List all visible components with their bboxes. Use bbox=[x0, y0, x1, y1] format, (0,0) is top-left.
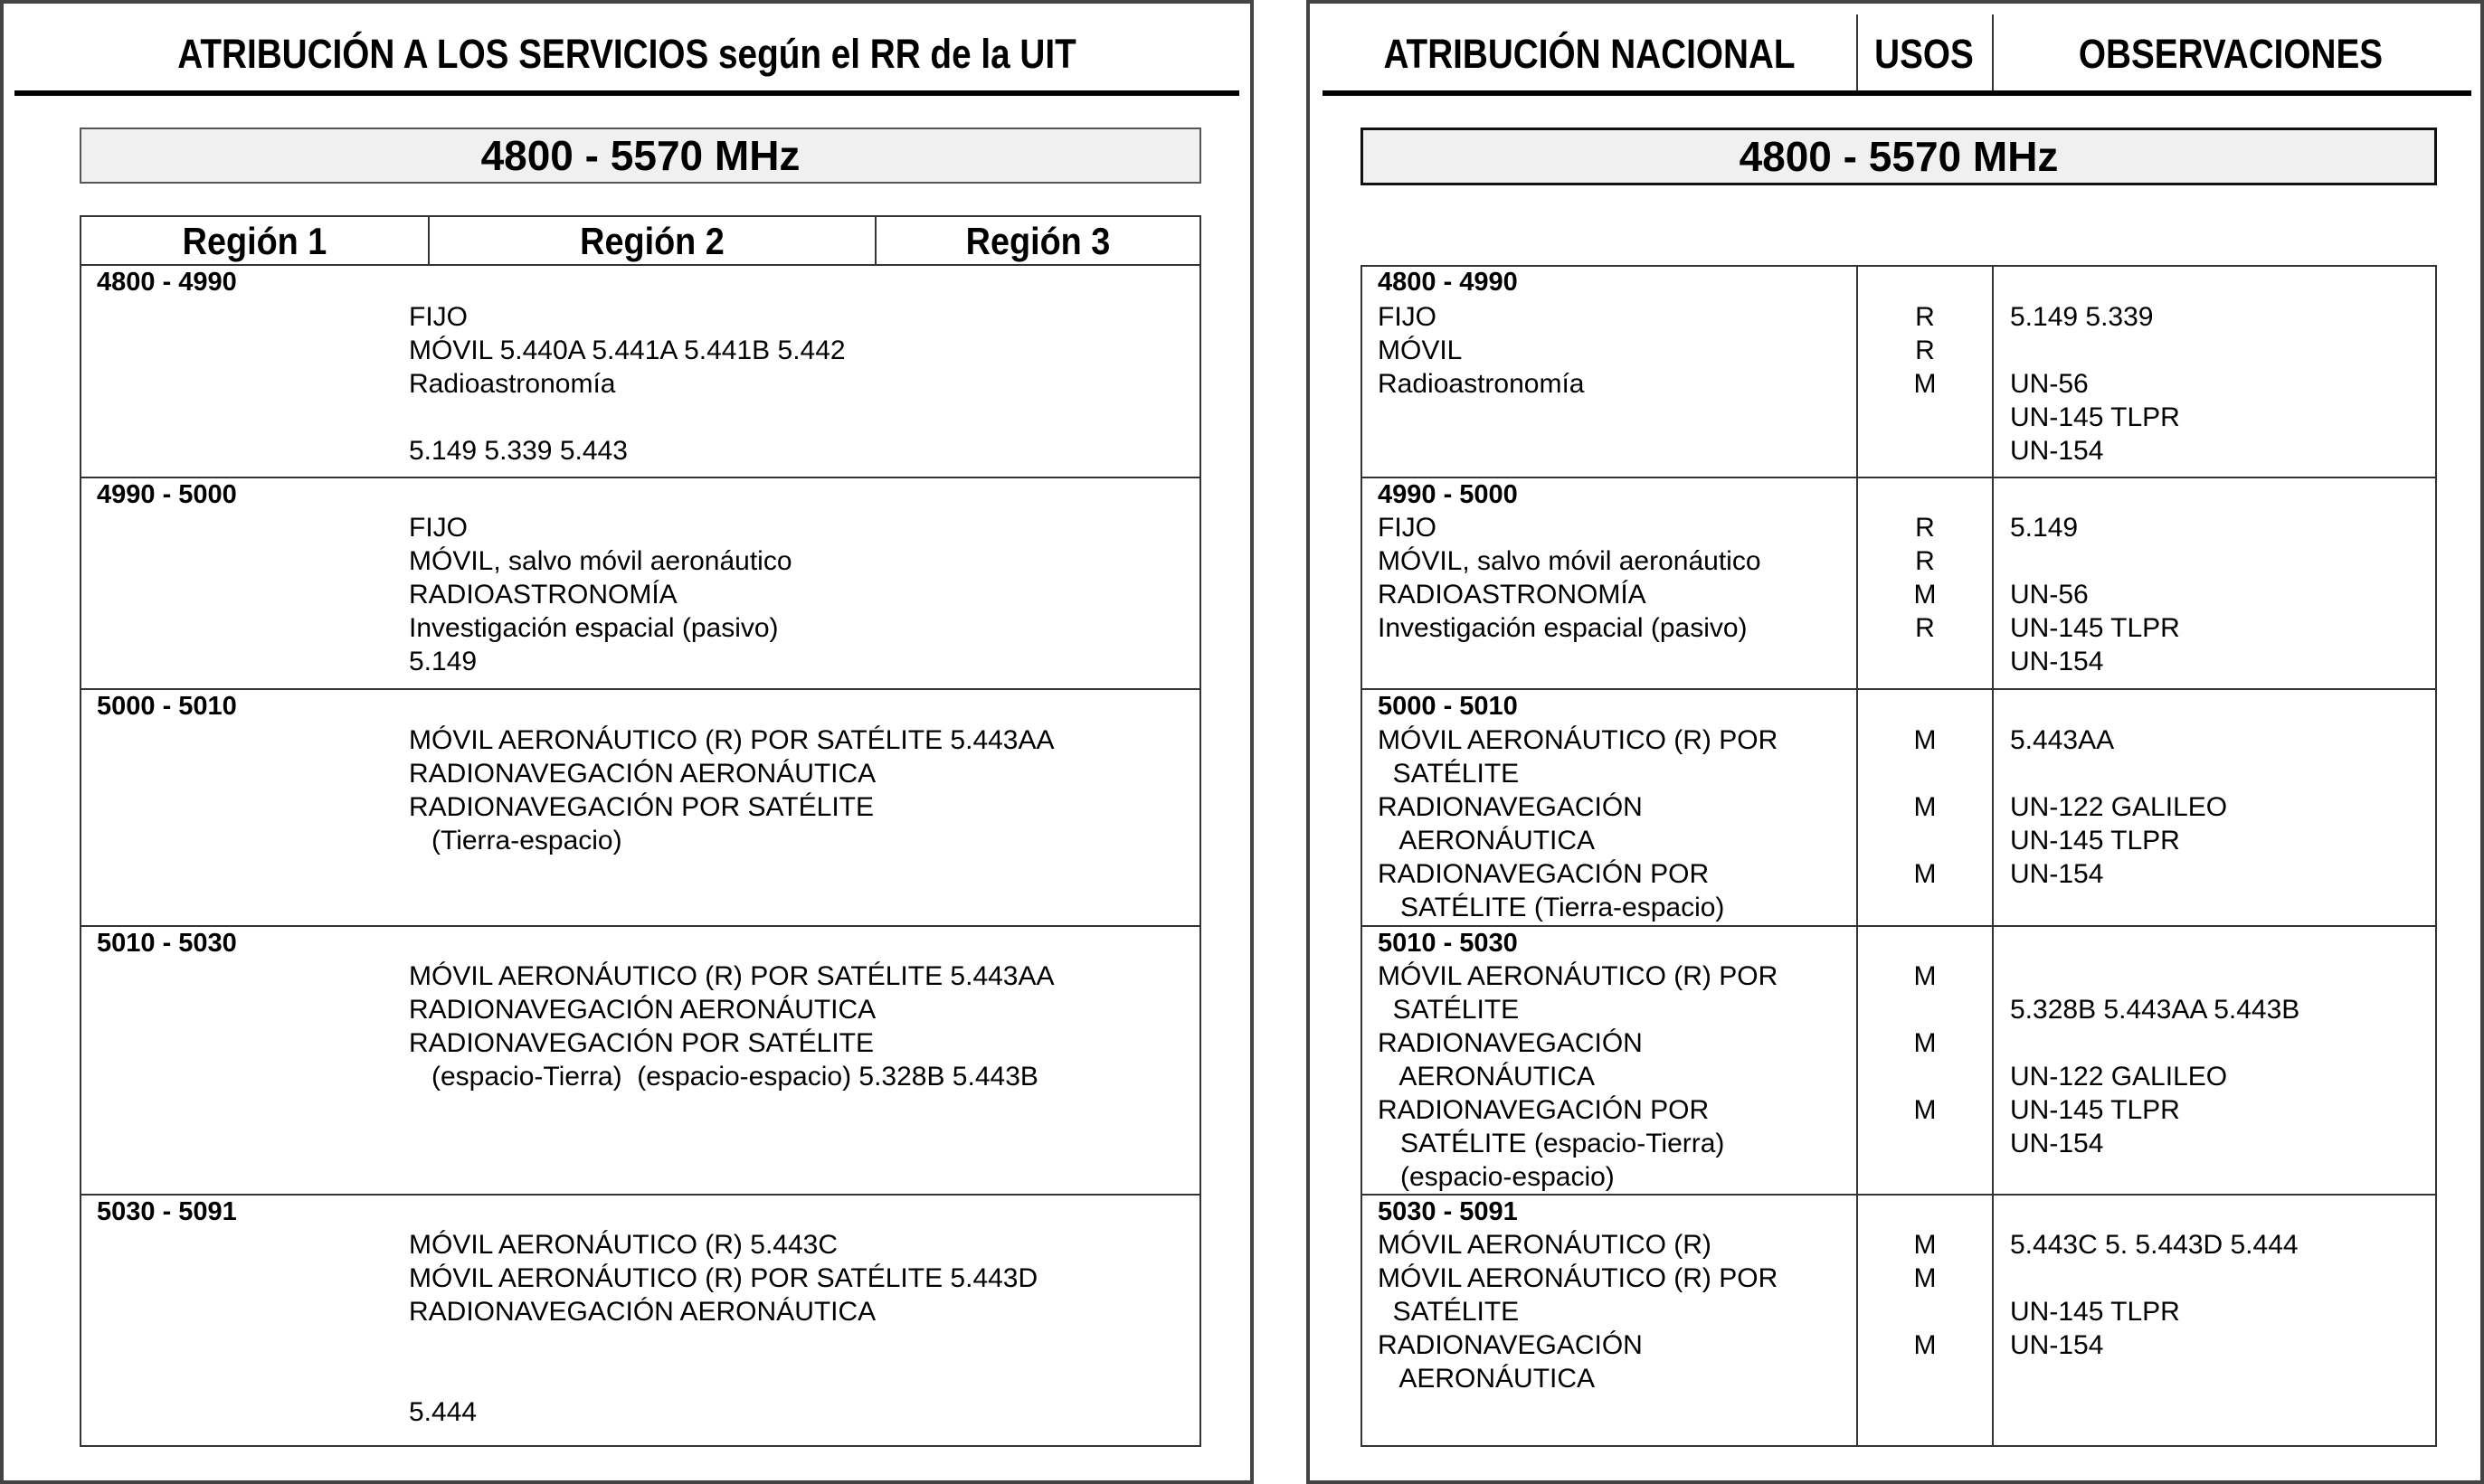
service-line: RADIONAVEGACIÓN POR bbox=[1378, 859, 1710, 889]
national-allocation-header: ATRIBUCIÓN NACIONAL bbox=[1383, 31, 1796, 77]
band-range: 4990 - 5000 bbox=[97, 480, 237, 509]
allocation-footnotes: 5.149 bbox=[409, 647, 478, 676]
region-1-header: Región 1 bbox=[182, 220, 327, 262]
service-list bbox=[1378, 723, 1778, 924]
observation-line: UN-154 bbox=[2010, 647, 2104, 676]
observations-list bbox=[2010, 300, 2180, 468]
band-range: 5030 - 5091 bbox=[97, 1197, 237, 1226]
observation-line bbox=[2010, 544, 2180, 578]
uso-code bbox=[1858, 1060, 1992, 1093]
service-line: AERONÁUTICA bbox=[1378, 1364, 1596, 1394]
observation-line: UN-145 TLPR bbox=[2010, 826, 2180, 855]
service-line: SATÉLITE (espacio-Tierra) bbox=[1378, 1129, 1725, 1158]
uso-code bbox=[1858, 824, 1992, 857]
uso-code: R bbox=[1915, 302, 1935, 332]
usos-header: USOS bbox=[1874, 31, 1974, 77]
allocation-line: RADIONAVEGACIÓN AERONÁUTICA bbox=[409, 995, 877, 1025]
service-line: RADIONAVEGACIÓN bbox=[1378, 1330, 1643, 1360]
allocation-line: FIJO bbox=[409, 513, 468, 543]
uso-code: M bbox=[1913, 1095, 1937, 1125]
allocation-list bbox=[409, 300, 846, 468]
uso-code bbox=[1858, 1295, 1992, 1328]
usos-list bbox=[1858, 511, 1992, 645]
service-list bbox=[1378, 959, 1778, 1194]
allocation-list bbox=[409, 959, 1055, 1093]
service-line: RADIOASTRONOMÍA bbox=[1378, 580, 1646, 610]
allocation-line: (espacio-Tierra) (espacio-espacio) 5.328B 5.443B bbox=[409, 1062, 1038, 1092]
frequency-band-banner bbox=[1361, 128, 2437, 185]
header-rule bbox=[1323, 90, 2471, 96]
service-line: SATÉLITE (Tierra-espacio) bbox=[1378, 893, 1725, 922]
uso-code: M bbox=[1913, 580, 1937, 610]
service-line: FIJO bbox=[1378, 513, 1436, 543]
service-line: FIJO bbox=[1378, 302, 1436, 332]
itu-allocation-header: ATRIBUCIÓN A LOS SERVICIOS según el RR de la UIT bbox=[177, 31, 1076, 77]
band-range: 5000 - 5010 bbox=[97, 692, 237, 721]
allocation-line: MÓVIL AERONÁUTICO (R) POR SATÉLITE 5.443D bbox=[409, 1263, 1038, 1293]
observations-list bbox=[2010, 1228, 2299, 1362]
service-line: AERONÁUTICA bbox=[1378, 826, 1596, 855]
observation-line bbox=[2010, 757, 2227, 790]
region-2-header: Región 2 bbox=[580, 220, 725, 262]
allocation-line bbox=[409, 1362, 1038, 1395]
service-line: MÓVIL AERONÁUTICO (R) POR bbox=[1378, 961, 1778, 991]
service-line: Investigación espacial (pasivo) bbox=[1378, 613, 1748, 643]
allocation-line: Radioastronomía bbox=[409, 369, 616, 399]
allocation-line: MÓVIL, salvo móvil aeronáutico bbox=[409, 546, 792, 576]
frequency-band-label: 4800 - 5570 MHz bbox=[480, 132, 801, 179]
region-divider bbox=[875, 215, 877, 266]
frequency-band-label: 4800 - 5570 MHz bbox=[1739, 133, 2059, 180]
service-line: AERONÁUTICA bbox=[1378, 1062, 1596, 1092]
allocation-footnotes: 5.149 5.339 5.443 bbox=[409, 436, 628, 466]
service-list bbox=[1378, 300, 1584, 401]
column-divider bbox=[1992, 265, 1994, 1447]
uso-code: M bbox=[1913, 725, 1937, 755]
observation-line bbox=[2010, 1026, 2299, 1060]
service-line: RADIONAVEGACIÓN POR bbox=[1378, 1095, 1710, 1125]
row-divider bbox=[1361, 925, 2437, 927]
band-range: 5010 - 5030 bbox=[97, 929, 237, 958]
observation-line: UN-56 bbox=[2010, 580, 2089, 610]
region-divider bbox=[428, 215, 430, 266]
allocation-line: MÓVIL AERONÁUTICO (R) 5.443C bbox=[409, 1230, 838, 1260]
allocation-line: MÓVIL 5.440A 5.441A 5.441B 5.442 bbox=[409, 336, 846, 365]
allocation-footnotes: 5.444 bbox=[409, 1397, 478, 1427]
observation-line bbox=[2010, 1262, 2299, 1295]
usos-list bbox=[1858, 300, 1992, 401]
service-line: MÓVIL AERONÁUTICO (R) POR bbox=[1378, 1263, 1778, 1293]
service-line: SATÉLITE bbox=[1378, 995, 1520, 1025]
usos-list bbox=[1858, 723, 1992, 891]
service-line: MÓVIL, salvo móvil aeronáutico bbox=[1378, 546, 1761, 576]
service-list bbox=[1378, 511, 1761, 645]
uso-code: M bbox=[1913, 859, 1937, 889]
allocation-line: RADIONAVEGACIÓN AERONÁUTICA bbox=[409, 1297, 877, 1327]
observations-list bbox=[2010, 959, 2299, 1160]
allocation-line bbox=[409, 1328, 1038, 1362]
service-line: RADIONAVEGACIÓN bbox=[1378, 1028, 1643, 1058]
observation-line: UN-122 GALILEO bbox=[2010, 792, 2228, 822]
observation-line: UN-122 GALILEO bbox=[2010, 1062, 2228, 1092]
band-range: 5000 - 5010 bbox=[1378, 692, 1518, 721]
allocation-list bbox=[409, 723, 1055, 857]
allocation-line: RADIOASTRONOMÍA bbox=[409, 580, 678, 610]
observation-line: 5.149 5.339 bbox=[2010, 302, 2154, 332]
uso-code: M bbox=[1913, 792, 1937, 822]
observation-line: UN-154 bbox=[2010, 1129, 2104, 1158]
observation-line: UN-154 bbox=[2010, 859, 2104, 889]
band-range: 4800 - 4990 bbox=[97, 268, 237, 297]
allocation-line: RADIONAVEGACIÓN POR SATÉLITE bbox=[409, 1028, 874, 1058]
observation-line: UN-56 bbox=[2010, 369, 2089, 399]
uso-code: R bbox=[1915, 546, 1935, 576]
observations-list bbox=[2010, 723, 2227, 891]
uso-code: M bbox=[1913, 369, 1937, 399]
observation-line: UN-145 TLPR bbox=[2010, 613, 2180, 643]
allocation-line: Investigación espacial (pasivo) bbox=[409, 613, 779, 643]
usos-list bbox=[1858, 959, 1992, 1127]
band-range: 4990 - 5000 bbox=[1378, 480, 1518, 509]
row-divider bbox=[1361, 688, 2437, 690]
allocation-line: RADIONAVEGACIÓN POR SATÉLITE bbox=[409, 792, 874, 822]
header-divider bbox=[1856, 14, 1858, 94]
uso-code: R bbox=[1915, 336, 1935, 365]
observation-line bbox=[2010, 334, 2180, 367]
row-divider bbox=[1361, 477, 2437, 478]
row-divider bbox=[80, 688, 1201, 690]
service-line: MÓVIL AERONÁUTICO (R) POR bbox=[1378, 725, 1778, 755]
row-divider bbox=[80, 1194, 1201, 1196]
region-header-rule bbox=[80, 264, 1201, 266]
observations-list bbox=[2010, 511, 2180, 678]
allocation-list bbox=[409, 1228, 1038, 1429]
service-line: MÓVIL bbox=[1378, 336, 1463, 365]
band-range: 5010 - 5030 bbox=[1378, 929, 1518, 958]
observation-line: UN-145 TLPR bbox=[2010, 402, 2180, 432]
uso-code: R bbox=[1915, 513, 1935, 543]
observation-line: 5.328B 5.443AA 5.443B bbox=[2010, 995, 2300, 1025]
allocation-line: (Tierra-espacio) bbox=[409, 826, 622, 855]
allocation-line bbox=[409, 401, 846, 434]
allocation-line: MÓVIL AERONÁUTICO (R) POR SATÉLITE 5.443AA bbox=[409, 725, 1055, 755]
observation-line: 5.443C 5. 5.443D 5.444 bbox=[2010, 1230, 2299, 1260]
service-line: MÓVIL AERONÁUTICO (R) bbox=[1378, 1230, 1711, 1260]
uso-code: M bbox=[1913, 1263, 1937, 1293]
service-list bbox=[1378, 1228, 1778, 1395]
service-line: SATÉLITE bbox=[1378, 1297, 1520, 1327]
uso-code: M bbox=[1913, 1330, 1937, 1360]
uso-code bbox=[1858, 993, 1992, 1026]
allocation-line: FIJO bbox=[409, 302, 468, 332]
observation-line: 5.443AA bbox=[2010, 725, 2115, 755]
uso-code: M bbox=[1913, 961, 1937, 991]
uso-code: M bbox=[1913, 1028, 1937, 1058]
region-3-header: Región 3 bbox=[965, 220, 1111, 262]
row-divider bbox=[1361, 1194, 2437, 1196]
service-line: Radioastronomía bbox=[1378, 369, 1585, 399]
frequency-band-banner bbox=[80, 128, 1201, 184]
observation-line: UN-145 TLPR bbox=[2010, 1297, 2180, 1327]
observation-line bbox=[2010, 959, 2299, 993]
observation-line: 5.149 bbox=[2010, 513, 2079, 543]
service-line: RADIONAVEGACIÓN bbox=[1378, 792, 1643, 822]
uso-code bbox=[1858, 757, 1992, 790]
usos-list bbox=[1858, 1228, 1992, 1362]
band-range: 5030 - 5091 bbox=[1378, 1197, 1518, 1226]
allocation-list bbox=[409, 511, 792, 678]
allocation-line: MÓVIL AERONÁUTICO (R) POR SATÉLITE 5.443AA bbox=[409, 961, 1055, 991]
uso-code: M bbox=[1913, 1230, 1937, 1260]
observation-line: UN-154 bbox=[2010, 436, 2104, 466]
service-line: (espacio-espacio) bbox=[1378, 1162, 1615, 1192]
allocation-line: RADIONAVEGACIÓN AERONÁUTICA bbox=[409, 759, 877, 789]
band-range: 4800 - 4990 bbox=[1378, 268, 1518, 297]
header-rule bbox=[14, 90, 1239, 96]
header-divider bbox=[1992, 14, 1994, 94]
row-divider bbox=[80, 925, 1201, 927]
service-line: SATÉLITE bbox=[1378, 759, 1520, 789]
uso-code: R bbox=[1915, 613, 1935, 643]
observaciones-header: OBSERVACIONES bbox=[2078, 31, 2384, 77]
observation-line: UN-154 bbox=[2010, 1330, 2104, 1360]
row-divider bbox=[80, 477, 1201, 478]
observation-line: UN-145 TLPR bbox=[2010, 1095, 2180, 1125]
